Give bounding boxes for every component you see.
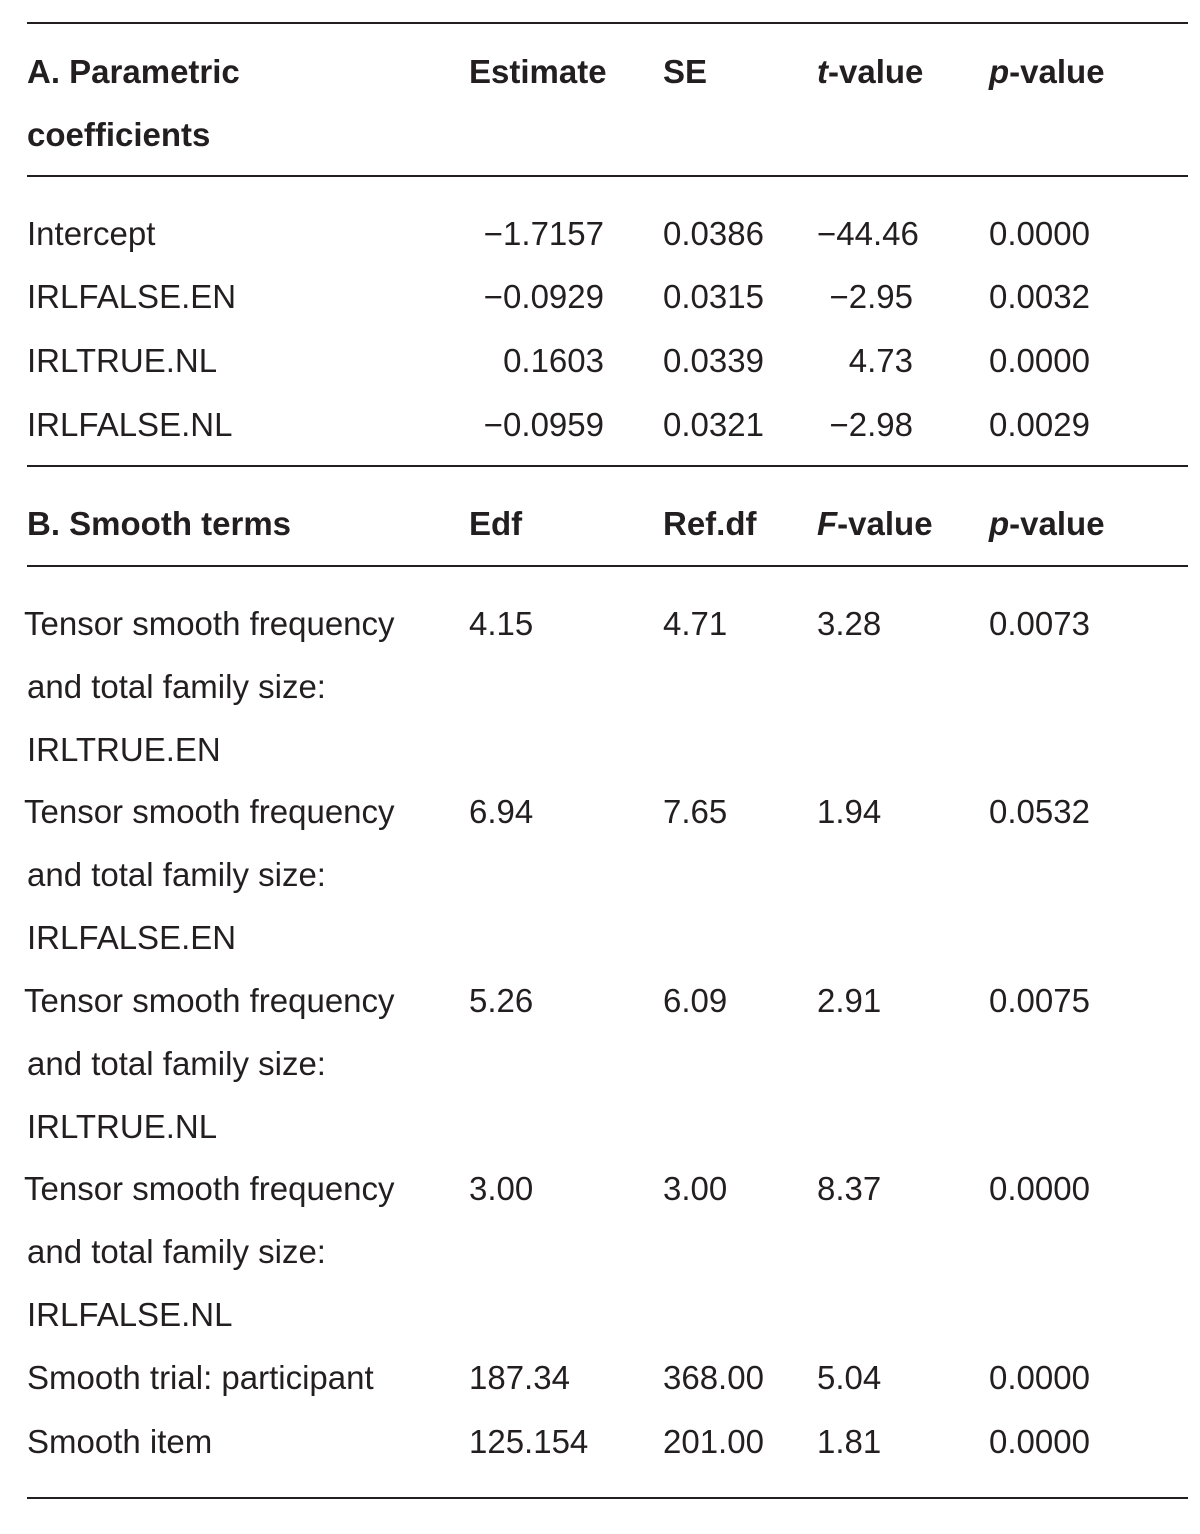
column-header-edf: Edf — [469, 505, 523, 542]
row-edf: 125.154 — [469, 1423, 589, 1460]
section-a-title-line2: coefficients — [27, 116, 211, 153]
row-term: Smooth item — [27, 1423, 213, 1460]
column-header-estimate: Estimate — [469, 53, 607, 90]
row-estimate: −1.7157 — [483, 215, 604, 252]
row-p-value: 0.0000 — [989, 215, 1090, 252]
row-term: IRLFALSE.EN — [27, 278, 237, 315]
section-a-header-rule — [27, 175, 1188, 177]
row-edf: 3.00 — [469, 1170, 534, 1207]
row-edf: 4.15 — [469, 605, 534, 642]
row-term-line3: IRLTRUE.NL — [27, 1108, 218, 1145]
row-f-value: 8.37 — [817, 1170, 882, 1207]
row-edf: 5.26 — [469, 982, 534, 1019]
row-refdf: 201.00 — [663, 1423, 764, 1460]
p-symbol: p — [989, 53, 1010, 90]
section-b-title: B. Smooth terms — [27, 505, 292, 542]
row-p-value: 0.0032 — [989, 278, 1090, 315]
p-symbol: p — [989, 505, 1010, 542]
section-a-bottom-rule — [27, 465, 1188, 467]
row-se: 0.0321 — [663, 406, 764, 443]
row-estimate: −0.0929 — [483, 278, 604, 315]
row-term — [24, 1157, 395, 1346]
p-value-suffix: -value — [1009, 505, 1105, 542]
row-term-line3: IRLFALSE.NL — [27, 1296, 233, 1333]
row-p-value: 0.0029 — [989, 406, 1090, 443]
row-se: 0.0315 — [663, 278, 764, 315]
row-p-value: 0.0000 — [989, 342, 1090, 379]
row-refdf: 4.71 — [663, 605, 728, 642]
row-edf: 187.34 — [469, 1359, 570, 1396]
t-value-suffix: -value — [828, 53, 924, 90]
row-f-value: 2.91 — [817, 982, 882, 1019]
column-header-f-value — [817, 492, 933, 555]
row-f-value: 5.04 — [817, 1359, 882, 1396]
row-term-line2: and total family size: — [27, 1045, 326, 1082]
row-term: Smooth trial: participant — [27, 1359, 374, 1396]
column-header-p-value — [989, 40, 1105, 103]
row-se: 0.0386 — [663, 215, 764, 252]
row-term-line2: and total family size: — [27, 1233, 326, 1270]
t-symbol: t — [817, 53, 828, 90]
row-term — [24, 592, 395, 781]
row-term-line3: IRLTRUE.EN — [27, 731, 221, 768]
row-refdf: 6.09 — [663, 982, 728, 1019]
p-value-suffix: -value — [1009, 53, 1105, 90]
row-refdf: 368.00 — [663, 1359, 764, 1396]
row-f-value: 1.81 — [817, 1423, 882, 1460]
row-p-value: 0.0532 — [989, 793, 1090, 830]
row-term — [24, 780, 395, 969]
row-t-value: −44.46 — [817, 215, 919, 252]
row-term-line1: Tensor smooth frequency — [24, 1170, 395, 1207]
f-value-suffix: -value — [837, 505, 933, 542]
row-term-line1: Tensor smooth frequency — [24, 793, 395, 830]
row-t-value: −2.98 — [829, 406, 913, 443]
row-term — [24, 969, 395, 1158]
row-estimate: −0.0959 — [483, 406, 604, 443]
f-symbol: F — [817, 505, 838, 542]
row-term: IRLFALSE.NL — [27, 406, 233, 443]
row-p-value: 0.0075 — [989, 982, 1090, 1019]
section-b-header-rule — [27, 565, 1188, 567]
row-refdf: 7.65 — [663, 793, 728, 830]
section-a-title-line1: A. Parametric — [27, 53, 240, 90]
row-term-line2: and total family size: — [27, 668, 326, 705]
row-refdf: 3.00 — [663, 1170, 728, 1207]
row-f-value: 3.28 — [817, 605, 882, 642]
row-t-value: 4.73 — [848, 342, 913, 379]
row-estimate: 0.1603 — [503, 342, 604, 379]
row-term-line1: Tensor smooth frequency — [24, 605, 395, 642]
row-term-line2: and total family size: — [27, 856, 326, 893]
row-t-value: −2.95 — [829, 278, 913, 315]
table-bottom-rule — [27, 1497, 1188, 1499]
row-term-line3: IRLFALSE.EN — [27, 919, 237, 956]
row-se: 0.0339 — [663, 342, 764, 379]
column-header-se: SE — [663, 53, 708, 90]
row-p-value: 0.0000 — [989, 1423, 1090, 1460]
table-top-rule — [27, 22, 1188, 24]
row-edf: 6.94 — [469, 793, 534, 830]
row-p-value: 0.0073 — [989, 605, 1090, 642]
column-header-t-value — [817, 40, 923, 103]
row-p-value: 0.0000 — [989, 1170, 1090, 1207]
column-header-refdf: Ref.df — [663, 505, 757, 542]
row-term: Intercept — [27, 215, 156, 252]
row-term-line1: Tensor smooth frequency — [24, 982, 395, 1019]
row-term: IRLTRUE.NL — [27, 342, 218, 379]
section-a-title — [27, 40, 240, 166]
column-header-p-value-b — [989, 492, 1105, 555]
row-p-value: 0.0000 — [989, 1359, 1090, 1396]
row-f-value: 1.94 — [817, 793, 882, 830]
